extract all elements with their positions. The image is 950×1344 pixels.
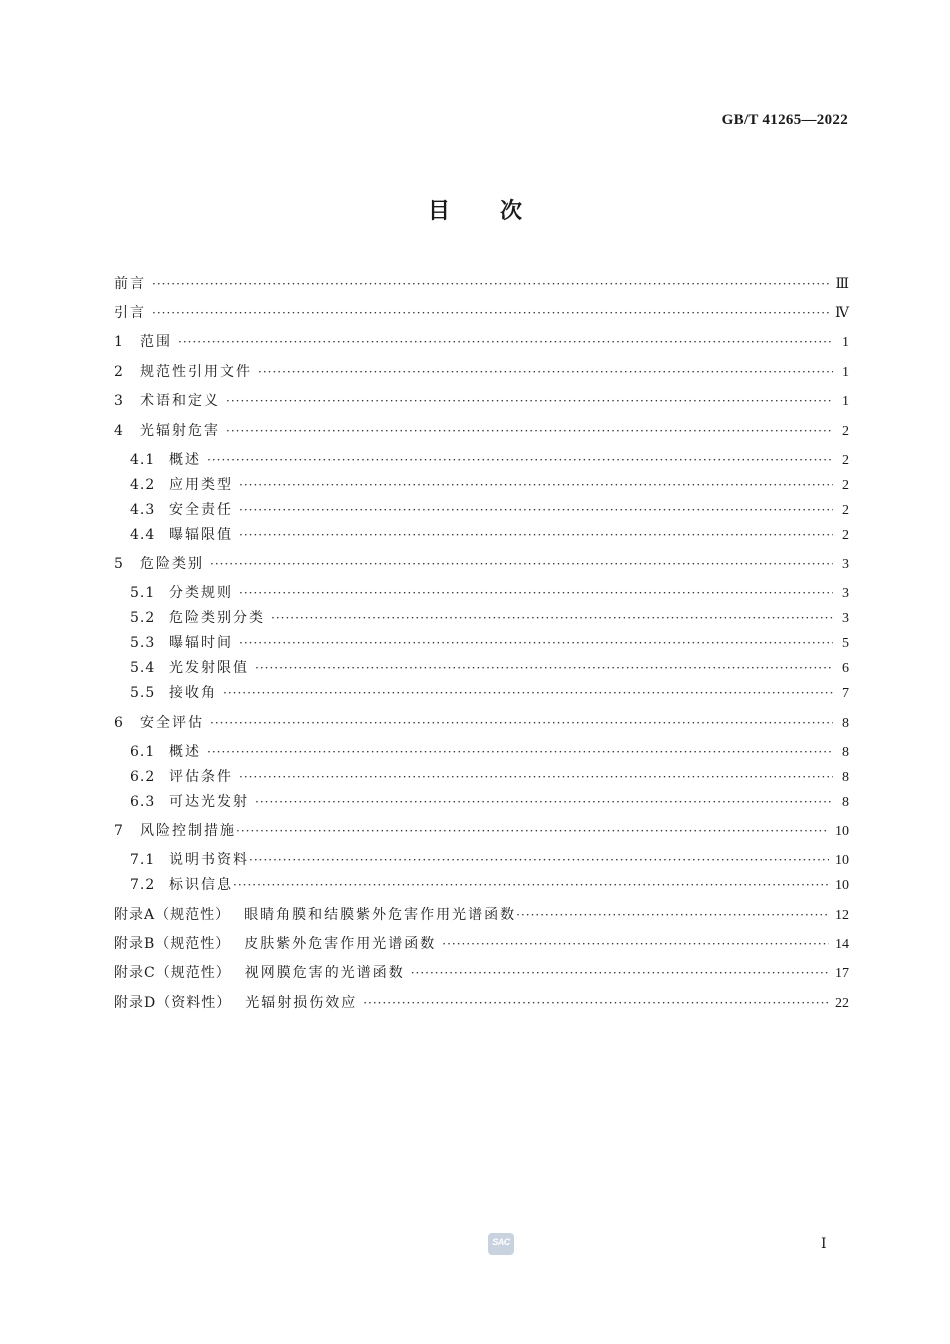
toc-entry-page: Ⅳ [835, 306, 849, 321]
toc-entry-title: 引言 [114, 305, 146, 321]
toc-entry-number: 4.3 [130, 502, 156, 518]
toc-entry-number: 3 [114, 393, 124, 409]
toc-dot-leader [239, 474, 833, 496]
toc-dot-leader [411, 962, 829, 984]
toc-entry-4[interactable] [114, 420, 849, 442]
toc-entry-number: 5.2 [130, 610, 156, 626]
toc-entry-number: 7.2 [130, 877, 156, 893]
toc-entry-5-2[interactable] [130, 607, 849, 629]
toc-entry-page: 2 [842, 478, 849, 493]
toc-entry-title: 接收角 [169, 685, 217, 701]
toc-entry-6[interactable] [114, 712, 849, 734]
toc-entry-7-1[interactable] [130, 849, 849, 871]
toc-entry-page: 1 [842, 394, 849, 409]
toc-dot-leader [233, 874, 829, 896]
toc-entry-page: 2 [842, 424, 849, 439]
toc-entry-foreword[interactable] [114, 273, 849, 295]
toc-entry-7[interactable] [114, 820, 849, 842]
toc-entry-title: 规范性引用文件 [140, 364, 252, 380]
toc-entry-page: 5 [842, 636, 849, 651]
toc-entry-page: 7 [842, 686, 849, 701]
toc-entry-page: 3 [842, 611, 849, 626]
toc-entry-title: 危险类别分类 [169, 610, 265, 626]
toc-entry-number: 6.3 [130, 794, 156, 810]
toc-entry-number: 7 [114, 823, 124, 839]
toc-entry-page: 3 [842, 586, 849, 601]
toc-dot-leader [363, 992, 829, 1014]
toc-dot-leader [210, 712, 833, 734]
toc-entry-number: 5.3 [130, 635, 156, 651]
toc-dot-leader [239, 524, 833, 546]
toc-dot-leader [210, 553, 833, 575]
toc-entry-title: 风险控制措施 [140, 823, 236, 839]
toc-entry-title: 应用类型 [169, 477, 233, 493]
toc-dot-leader [178, 331, 833, 353]
toc-dot-leader [207, 741, 833, 763]
toc-dot-leader [249, 849, 829, 871]
toc-entry-title: 曝辐限值 [169, 527, 233, 543]
toc-dot-leader [152, 302, 829, 324]
toc-entry-7-2[interactable] [130, 874, 849, 896]
toc-entry-4-3[interactable] [130, 499, 849, 521]
toc-entry-page: 8 [842, 795, 849, 810]
toc-entry-title: 概述 [169, 744, 201, 760]
toc-entry-page: 3 [842, 557, 849, 572]
toc-entry-1[interactable] [114, 331, 849, 353]
toc-dot-leader [226, 390, 833, 412]
toc-dot-leader [236, 820, 829, 842]
toc-dot-leader [226, 420, 833, 442]
toc-entry-title: 前言 [114, 276, 146, 292]
toc-dot-leader [442, 933, 829, 955]
toc-entry-title: 分类规则 [169, 585, 233, 601]
toc-entry-title: 概述 [169, 452, 201, 468]
toc-entry-page: 2 [842, 528, 849, 543]
toc-entry-page: 2 [842, 453, 849, 468]
toc-entry-title: 说明书资料 [169, 852, 249, 868]
toc-dot-leader [152, 273, 829, 295]
toc-entry-5-1[interactable] [130, 582, 849, 604]
toc-entry-number: 附录D（资料性） [114, 995, 232, 1011]
toc-entry-4-2[interactable] [130, 474, 849, 496]
toc-entry-6-2[interactable] [130, 766, 849, 788]
toc-entry-title: 范围 [140, 334, 172, 350]
toc-entry-page: 10 [835, 853, 849, 868]
toc-entry-number: 1 [114, 334, 124, 350]
toc-entry-5-4[interactable] [130, 657, 849, 679]
toc-entry-annex-a[interactable] [114, 904, 849, 926]
toc-entry-page: 10 [835, 824, 849, 839]
toc-entry-title: 安全评估 [140, 715, 204, 731]
toc-dot-leader [239, 499, 833, 521]
toc-entry-page: 12 [835, 908, 849, 923]
toc-entry-number: 附录A（规范性） [114, 907, 231, 923]
toc-entry-5-3[interactable] [130, 632, 849, 654]
page-title: 目次 [427, 199, 572, 224]
toc-entry-4-1[interactable] [130, 449, 849, 471]
toc-dot-leader [223, 682, 833, 704]
toc-entry-number: 4.4 [130, 527, 156, 543]
toc-entry-page: 2 [842, 503, 849, 518]
toc-dot-leader [207, 449, 833, 471]
toc-entry-number: 6.1 [130, 744, 156, 760]
toc-dot-leader [516, 904, 829, 926]
toc-dot-leader [258, 361, 833, 383]
toc-entry-number: 5.5 [130, 685, 156, 701]
toc-entry-page: 6 [842, 661, 849, 676]
toc-entry-2[interactable] [114, 361, 849, 383]
toc-entry-title: 眼睛角膜和结膜紫外危害作用光谱函数 [244, 907, 517, 923]
toc-entry-annex-d[interactable] [114, 992, 849, 1014]
page-number: Ⅰ [821, 1237, 827, 1252]
toc-entry-page: 10 [835, 878, 849, 893]
toc-entry-4-4[interactable] [130, 524, 849, 546]
toc-entry-number: 5.4 [130, 660, 156, 676]
toc-entry-introduction[interactable] [114, 302, 849, 324]
toc-entry-title: 安全责任 [169, 502, 233, 518]
toc-entry-title: 危险类别 [140, 556, 204, 572]
toc-entry-page: 1 [842, 335, 849, 350]
toc-entry-page: 22 [835, 996, 849, 1011]
toc-entry-title: 视网膜危害的光谱函数 [244, 965, 405, 981]
toc-entry-title: 评估条件 [169, 769, 233, 785]
toc-entry-number: 4.1 [130, 452, 156, 468]
toc-entry-number: 6 [114, 715, 124, 731]
standard-number: GB/T 41265—2022 [721, 112, 848, 128]
toc-entry-title: 可达光发射 [169, 794, 249, 810]
toc-entry-page: Ⅲ [835, 277, 849, 292]
toc-entry-page: 1 [842, 365, 849, 380]
sac-logo-text: SAC [492, 1237, 510, 1247]
toc-entry-page: 8 [842, 716, 849, 731]
toc-entry-page: 17 [835, 966, 849, 981]
toc-entry-5[interactable] [114, 553, 849, 575]
toc-entry-page: 8 [842, 745, 849, 760]
toc-entry-number: 7.1 [130, 852, 156, 868]
toc-dot-leader [239, 766, 833, 788]
toc-entry-5-5[interactable] [130, 682, 849, 704]
toc-entry-number: 6.2 [130, 769, 156, 785]
toc-entry-6-1[interactable] [130, 741, 849, 763]
toc-entry-page: 14 [835, 937, 849, 952]
toc-dot-leader [255, 791, 833, 813]
toc-entry-number: 4 [114, 423, 124, 439]
toc-dot-leader [239, 582, 833, 604]
toc-entry-annex-c[interactable] [114, 962, 849, 984]
toc-dot-leader [239, 632, 833, 654]
toc-dot-leader [255, 657, 833, 679]
toc-entry-6-3[interactable] [130, 791, 849, 813]
toc-entry-page: 8 [842, 770, 849, 785]
toc-entry-number: 4.2 [130, 477, 156, 493]
toc-entry-title: 标识信息 [169, 877, 233, 893]
toc-entry-title: 皮肤紫外危害作用光谱函数 [244, 936, 437, 952]
toc-entry-title: 光辐射损伤效应 [245, 995, 358, 1011]
sac-logo [488, 1233, 514, 1255]
toc-entry-number: 附录B（规范性） [114, 936, 231, 952]
toc-entry-annex-b[interactable] [114, 933, 849, 955]
toc-entry-title: 曝辐时间 [169, 635, 233, 651]
toc-entry-3[interactable] [114, 390, 849, 412]
toc-dot-leader [271, 607, 833, 629]
toc-entry-number: 2 [114, 364, 124, 380]
toc-entry-title: 术语和定义 [140, 393, 220, 409]
toc-entry-title: 光发射限值 [169, 660, 249, 676]
toc-entry-number: 5.1 [130, 585, 156, 601]
toc-entry-number: 5 [114, 556, 124, 572]
toc-entry-number: 附录C（规范性） [114, 965, 231, 981]
toc-entry-title: 光辐射危害 [140, 423, 220, 439]
